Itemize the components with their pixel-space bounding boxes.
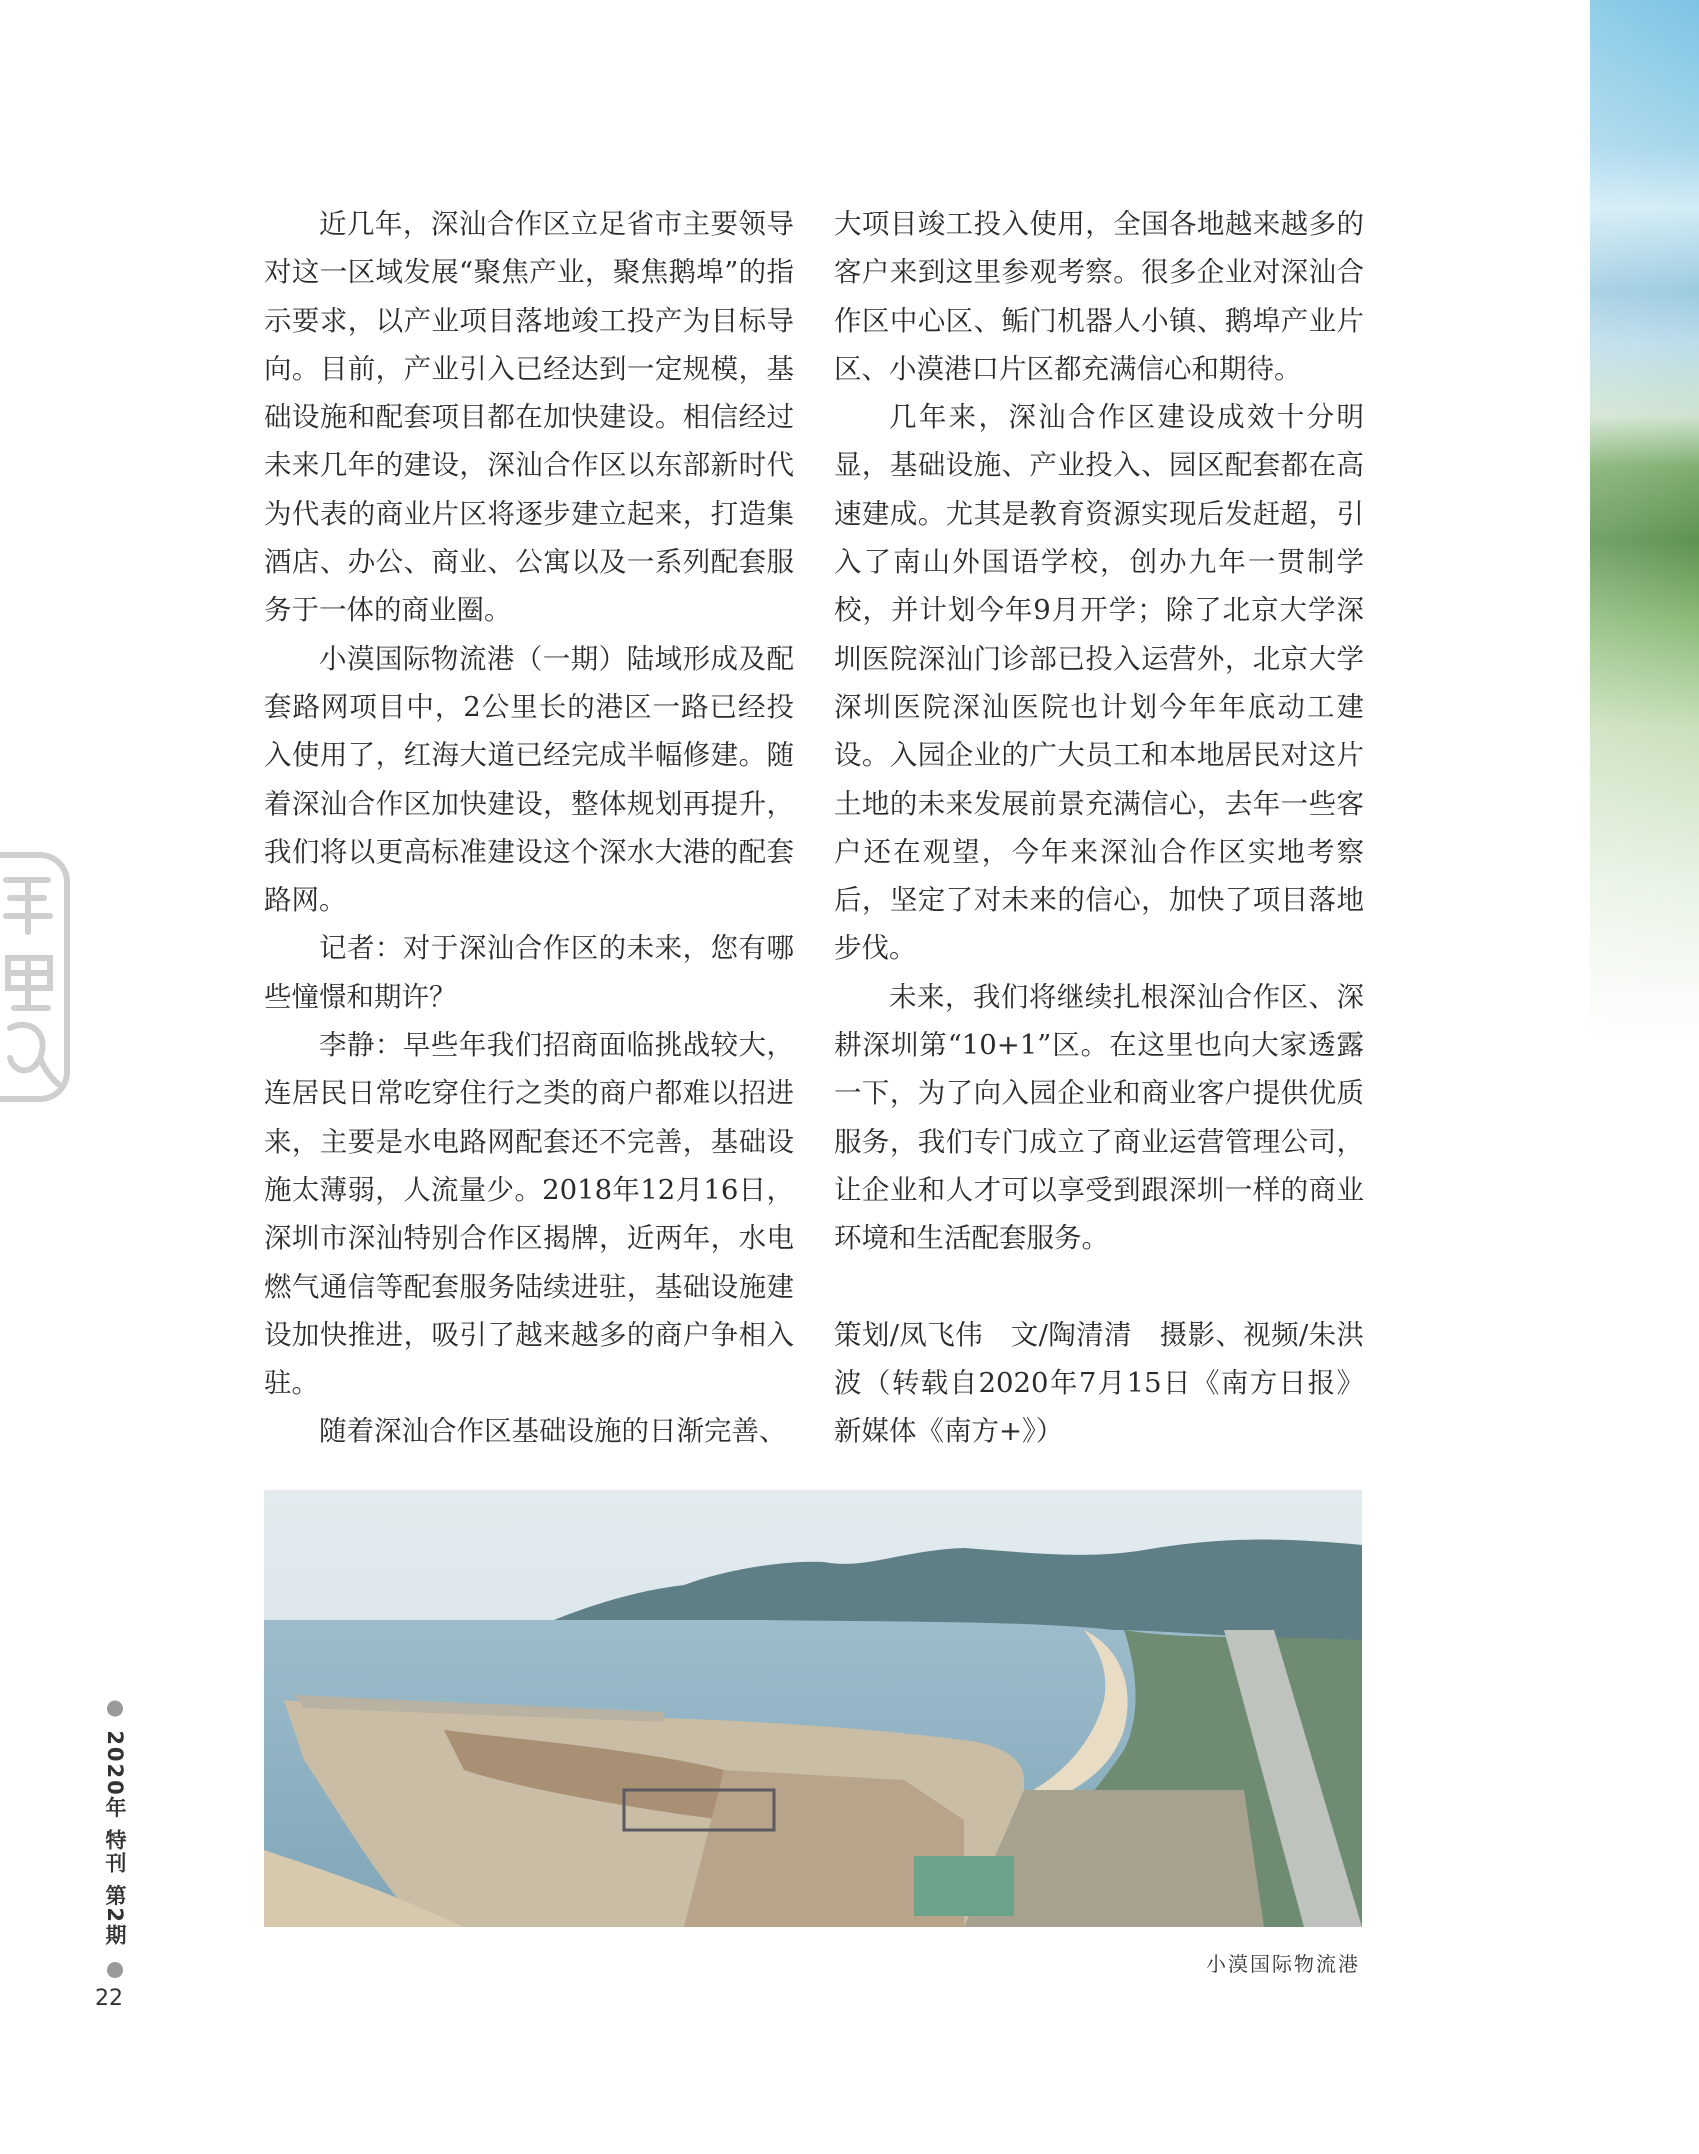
- bullet-dot-icon: ●: [103, 1695, 127, 1721]
- paragraph: 小漠国际物流港（一期）陆域形成及配套路网项目中，2公里长的港区一路已经投入使用了，红海大道已经完成半幅修建。随着深汕合作区加快建设，整体规划再提升，我们将以更高标准建设这个深水大港的配套路网。: [264, 642, 794, 917]
- decorative-seal-stamp: [0, 852, 70, 1102]
- paragraph: 未来，我们将继续扎根深汕合作区、深耕深圳第“10+1”区。在这里也向大家透露一下，为了向入园企业和商业客户提供优质服务，我们专门成立了商业运营管理公司，让企业和人才可以享受到跟深圳一样的商业环境和生活配套服务。: [834, 980, 1364, 1255]
- seal-glyph-graphic: [0, 858, 64, 1096]
- paragraph: 近几年，深汕合作区立足省市主要领导对这一区域发展“聚焦产业，聚焦鹅埠”的指示要求，以产业项目落地竣工投产为目标导向。目前，产业引入已经达到一定规模，基础设施和配套项目都在加快建设。相信经过未来几年的建设，深汕合作区以东部新时代为代表的商业片区将逐步建立起来，打造集酒店、办公、商业、公寓以及一系列配套服务于一体的商业圈。: [264, 208, 794, 627]
- photo-caption: 小漠国际物流港: [1206, 1952, 1360, 1976]
- port-aerial-photo: [264, 1490, 1362, 1927]
- paragraph: 李静：早些年我们招商面临挑战较大，连居民日常吃穿住行之类的商户都难以招进来，主要是水电路网配套还不完善，基础设施太薄弱，人流量少。2018年12月16日，深圳市深汕特别合作区揭牌，近两年，水电燃气通信等配套服务陆续进驻，基础设施建设加快推进，吸引了越来越多的商户争相入驻。: [264, 1029, 794, 1400]
- paragraph: 随着深汕合作区基础设施的日渐完善、: [319, 1415, 787, 1448]
- bullet-dot-icon: ●: [103, 1956, 127, 1983]
- photo-illustration: [264, 1490, 1362, 1927]
- left-text-column: [264, 200, 794, 1456]
- paragraph: 几年来，深汕合作区建设成效十分明显，基础设施、产业投入、园区配套都在高速建成。尤其是教育资源实现后发赶超，引入了南山外国语学校，创办九年一贯制学校，并计划今年9月开学；除了北京大学深圳医院深汕门诊部已投入运营外，北京大学深圳医院深汕医院也计划今年年底动工建设。入园企业的广大员工和本地居民对这片土地的未来发展前景充满信心，去年一些客户还在观望，今年来深汕合作区实地考察后，坚定了对未来的信心，加快了项目落地步伐。: [834, 401, 1364, 965]
- paragraph: 大项目竣工投入使用，全国各地越来越多的客户来到这里参观考察。很多企业对深汕合作区中心区、鲘门机器人小镇、鹅埠产业片区、小漠港口片区都充满信心和期待。: [834, 208, 1364, 385]
- issue-label: [100, 1695, 130, 1982]
- sidebar-decorative-photo: [1590, 0, 1699, 1040]
- right-text-column: [834, 200, 1364, 1455]
- issue-label-text: 2020年 特刊 第2期: [103, 1730, 127, 1947]
- paragraph: 记者：对于深汕合作区的未来，您有哪些憧憬和期许？: [264, 932, 794, 1013]
- sidebar-fade: [1590, 0, 1699, 1040]
- page-number: 22: [95, 1986, 123, 2011]
- article-credits: 策划/凤飞伟 文/陶清清 摄影、视频/朱洪波（转载自2020年7月15日《南方日报》新媒体《南方+》）: [834, 1318, 1364, 1448]
